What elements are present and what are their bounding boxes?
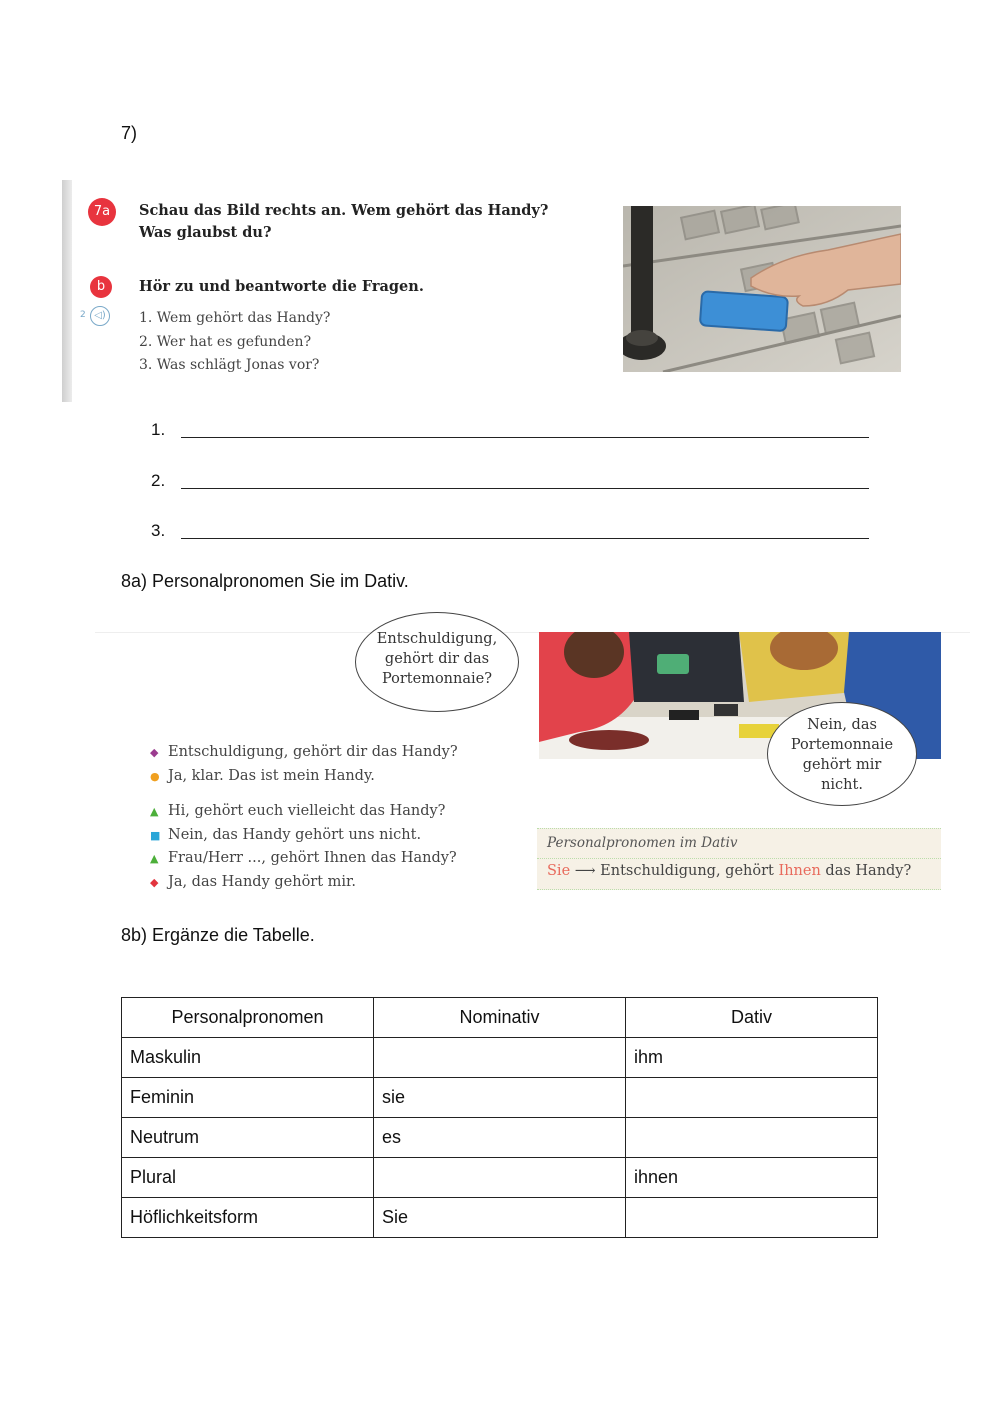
question-1: 1. Wem gehört das Handy?	[139, 310, 331, 326]
row-label: Plural	[122, 1158, 374, 1198]
table-row	[122, 1078, 878, 1118]
dialogue-line	[150, 824, 458, 848]
phone-on-ground-photo	[623, 206, 901, 372]
nominative-cell[interactable]	[374, 1038, 626, 1078]
info-box-title: Personalpronomen im Dativ	[547, 835, 738, 851]
audio-track-number: 2	[80, 310, 86, 320]
dative-cell[interactable]	[626, 1118, 878, 1158]
page-edge-shadow	[62, 180, 72, 402]
answer-label-3: 3.	[151, 521, 166, 540]
speech-bubble-right	[767, 702, 917, 806]
bullet-marker: ●	[150, 769, 160, 783]
task-8b-heading: 8b) Ergänze die Tabelle.	[121, 925, 315, 945]
dialogue-text: Entschuldigung, gehört dir das Handy?	[168, 744, 458, 760]
dialogue-line	[150, 741, 458, 765]
bubble-left-line: Entschuldigung,	[376, 631, 498, 647]
info-box-divider	[537, 858, 941, 859]
header-nominativ: Nominativ	[374, 998, 626, 1038]
bubble-left-line: gehört dir das	[384, 651, 490, 667]
question-2: 2. Wer hat es gefunden?	[139, 333, 312, 350]
table-row	[122, 1198, 878, 1238]
bubble-right-line: gehört mir	[802, 757, 882, 773]
dative-cell[interactable]	[626, 1198, 878, 1238]
row-label: Neutrum	[122, 1118, 374, 1158]
grammar-info-box	[537, 828, 941, 890]
row-label: Feminin	[122, 1078, 374, 1118]
bullet-marker: ▲	[150, 805, 159, 818]
dative-cell: ihm	[626, 1038, 878, 1078]
table-row	[122, 1038, 878, 1078]
pronoun-nominative: Sie	[547, 863, 571, 879]
table-row	[122, 1158, 878, 1198]
question-a-line2: Was glaubst du?	[139, 224, 272, 241]
bubble-right-line: Portemonnaie	[790, 737, 894, 753]
badge-7a: 7a	[88, 198, 116, 226]
speech-bubble-left	[355, 612, 519, 712]
dialogue-line	[150, 871, 458, 895]
dialogue-line	[150, 800, 458, 824]
task-7-number: 7)	[121, 123, 138, 143]
header-dativ: Dativ	[626, 998, 878, 1038]
dative-cell[interactable]	[626, 1078, 878, 1118]
dialogue-line	[150, 765, 458, 789]
answer-line-1[interactable]	[181, 437, 869, 438]
answer-line-3[interactable]	[181, 538, 869, 539]
question-list	[139, 307, 330, 378]
bullet-marker: ◆	[150, 746, 159, 759]
bullet-marker: ▲	[150, 852, 159, 865]
bullet-marker: ■	[150, 828, 161, 842]
example-after: das Handy?	[825, 863, 912, 879]
question-b: Hör zu und beantworte die Fragen.	[139, 278, 424, 295]
bubble-right-line: Nein, das	[807, 717, 877, 733]
nominative-cell: es	[374, 1118, 626, 1158]
pronoun-table	[121, 997, 878, 1238]
bullet-marker: ◆	[150, 875, 159, 889]
bubble-left-line: Portemonnaie?	[381, 671, 493, 687]
arrow-icon: ⟶	[574, 863, 596, 879]
question-a	[139, 200, 548, 244]
row-label: Höflichkeitsform	[122, 1198, 374, 1238]
info-box-example	[547, 863, 911, 879]
table-header-row	[122, 998, 878, 1038]
dialogue-text: Ja, klar. Das ist mein Handy.	[168, 767, 375, 784]
header-personalpronomen: Personalpronomen	[122, 998, 374, 1038]
dative-cell: ihnen	[626, 1158, 878, 1198]
dialogue-list	[150, 741, 458, 894]
nominative-cell: sie	[374, 1078, 626, 1118]
answer-label-1: 1.	[151, 420, 166, 439]
table-row	[122, 1118, 878, 1158]
task-8a-heading: 8a) Personalpronomen Sie im Dativ.	[121, 571, 409, 591]
question-3: 3. Was schlägt Jonas vor?	[139, 357, 320, 373]
dialogue-text: Frau/Herr ..., gehört Ihnen das Handy?	[168, 850, 457, 866]
example-before: Entschuldigung, gehört	[600, 863, 774, 879]
bubble-right-line: nicht.	[821, 777, 863, 793]
row-label: Maskulin	[122, 1038, 374, 1078]
badge-b: b	[90, 276, 112, 298]
answer-label-2: 2.	[151, 471, 166, 490]
dialogue-text: Hi, gehört euch vielleicht das Handy?	[168, 803, 446, 819]
dialogue-text: Nein, das Handy gehört uns nicht.	[168, 826, 422, 843]
nominative-cell: Sie	[374, 1198, 626, 1238]
pronoun-dative: Ihnen	[778, 863, 821, 879]
nominative-cell[interactable]	[374, 1158, 626, 1198]
dialogue-line	[150, 847, 458, 871]
answer-line-2[interactable]	[181, 488, 869, 489]
dialogue-text: Ja, das Handy gehört mir.	[168, 873, 356, 890]
audio-icon[interactable]: ◁)	[90, 306, 110, 326]
question-a-line1: Schau das Bild rechts an. Wem gehört das Handy?	[139, 202, 549, 219]
